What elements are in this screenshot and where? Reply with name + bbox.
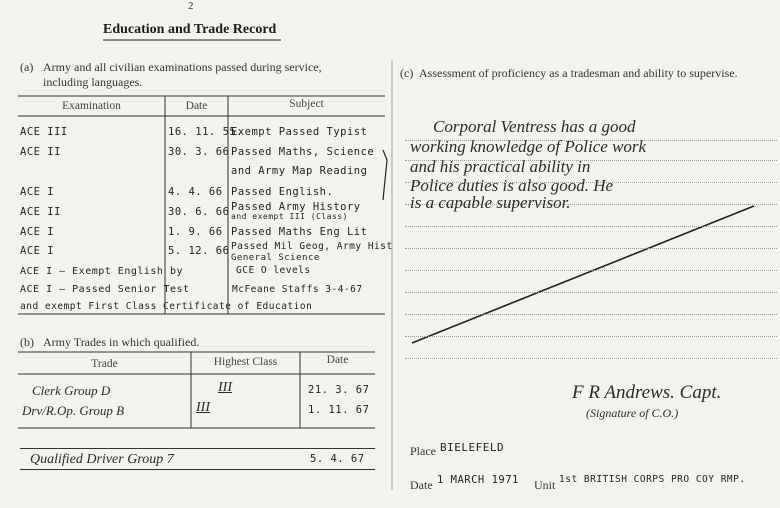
dotted-line [405,270,777,271]
table-row-trade-date: 21. 3. 67 [308,384,370,396]
page-number: 2 [188,0,194,12]
assessment-line: working knowledge of Police work [410,137,647,156]
table-row-trade-date: 1. 11. 67 [308,404,370,416]
table-row-exam: ACE I – Passed Senior Test [20,284,190,295]
dotted-line [405,314,777,315]
co-signature: F R Andrews. Capt. [572,382,722,403]
table-row-note: General Science [231,253,320,263]
assessment-line: and his practical ability in [410,157,591,176]
section-b-label: (b) [20,335,34,349]
column-header-date: Date [185,100,208,112]
section-c-heading: Assessment of proficiency as a tradesman and ability to supervise. [419,66,738,80]
table-row-exam: ACE I [20,186,55,198]
place-value: BIELEFELD [440,441,505,454]
assessment-line: Police duties is also good. He [410,176,614,195]
table-row-subject: Passed English. [231,186,334,198]
section-a-label: (a) [20,60,34,74]
date-value: 1 MARCH 1971 [437,474,519,486]
table-row-subject: Passed Army History [231,201,361,213]
dotted-line [405,248,777,249]
dotted-line [405,358,777,359]
table-row-date: 4. 4. 66 [168,186,223,198]
handwritten-rule [20,448,375,449]
table-row-date: 1. 9. 66 [168,226,223,238]
table-row-exam: ACE III [20,126,68,138]
table-row-trade: Drv/R.Op. Group B [22,403,125,418]
page-title: Education and Trade Record [103,22,277,37]
signature-caption: (Signature of C.O.) [586,406,679,420]
column-header-examination: Examination [62,100,121,112]
table-row-trade: Clerk Group D [32,383,111,398]
section-c-label: (c) [400,66,414,80]
table-row-class: III [196,400,210,415]
table-row-subject: Exempt Passed Typist [231,126,368,138]
table-row-exam: ACE II [20,206,61,218]
table-row-date: 16. 11. 55. [168,126,244,138]
column-header-trade-date: Date [326,354,349,366]
date-label: Date [410,478,433,492]
assessment-line: Corporal Ventress has a good [433,117,636,136]
section-a-heading: Army and all civilian examinations passed during service, [43,60,322,74]
table-row-class: III [218,380,232,395]
table-row-subject: McFeane Staffs 3-4-67 [232,284,363,295]
table-row-date: 30. 3. 66. [168,146,237,158]
column-header-trade: Trade [91,358,118,370]
table-row-subject: Passed Mil Geog, Army Hist [231,241,393,252]
table-row-note: and exempt III (Class) [231,212,348,221]
column-header-highest-class: Highest Class [213,356,278,368]
dotted-line [405,226,777,227]
table-row-exam: ACE I – Exempt English by [20,266,184,277]
section-b-heading: Army Trades in which qualified. [43,335,200,349]
place-label: Place [410,444,436,458]
table-row-date: 30. 6. 66 [168,206,230,218]
assessment-line: is a capable supervisor. [410,193,571,212]
table-row-exam: and exempt First Class Certificate of Education [20,301,313,312]
unit-value: 1st BRITISH CORPS PRO COY RMP. [559,474,746,485]
unit-label: Unit [534,478,556,492]
table-row-subject: Passed Maths, Science [231,146,375,158]
table-row-subject: Passed Maths Eng Lit [231,226,368,238]
section-a-heading-2: including languages. [43,75,143,89]
table-row-date: 5. 12. 66 [168,245,230,257]
table-row-trade-date: 5. 4. 67 [310,453,365,465]
handwritten-rule [20,469,375,470]
table-row-exam: ACE I [20,245,55,257]
table-row-exam: ACE II [20,146,61,158]
dotted-line [405,292,777,293]
table-row-trade: Qualified Driver Group 7 [30,452,174,467]
table-row-subject: and Army Map Reading [231,165,368,177]
table-row-exam: ACE I [20,226,55,238]
table-row-subject: GCE O levels [236,265,311,276]
dotted-line [405,336,777,337]
column-header-subject: Subject [289,98,324,110]
